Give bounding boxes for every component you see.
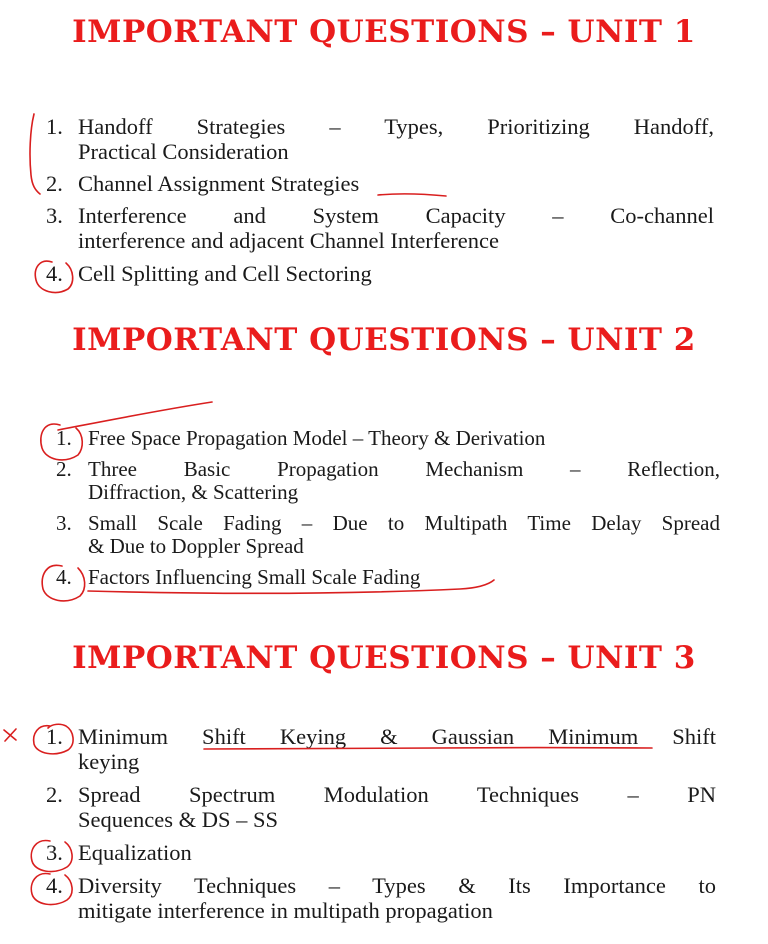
item-text-line-2: & Due to Doppler Spread xyxy=(88,534,304,558)
unit-1-heading: IMPORTANT QUESTIONS – UNIT 1 xyxy=(72,14,696,50)
item-text-line-1: Three Basic Propagation Mechanism – Reflection, xyxy=(88,457,720,481)
item-number: 3. xyxy=(56,511,72,535)
item-text-line-1: Handoff Strategies – Types, Prioritizing Handoff, xyxy=(78,114,714,139)
cross-mark xyxy=(4,729,16,741)
item-text-line-2: Practical Consideration xyxy=(78,139,289,164)
item-text-line-1: Cell Splitting and Cell Sectoring xyxy=(78,261,372,286)
item-text-line-1: Factors Influencing Small Scale Fading xyxy=(88,565,421,589)
unit-2-heading: IMPORTANT QUESTIONS – UNIT 2 xyxy=(72,322,696,358)
item-text-line-2: keying xyxy=(78,749,140,774)
item-text-line-1: Small Scale Fading – Due to Multipath Time Delay Spread xyxy=(88,511,720,535)
item-text-line-2: mitigate interference in multipath propagation xyxy=(78,898,493,923)
item-number: 1. xyxy=(46,114,63,139)
item-number: 1. xyxy=(56,426,72,450)
unit-3-heading: IMPORTANT QUESTIONS – UNIT 3 xyxy=(72,640,696,676)
item-number: 2. xyxy=(46,782,63,807)
item-number: 3. xyxy=(46,203,63,228)
item-text-line-1: Free Space Propagation Model – Theory & Derivation xyxy=(88,426,546,450)
item-text-line-1: Spread Spectrum Modulation Techniques – PN xyxy=(78,782,716,807)
item-text-line-2: interference and adjacent Channel Interference xyxy=(78,228,499,253)
item-number: 2. xyxy=(56,457,72,481)
item-text-line-1: Interference and System Capacity – Co-channel xyxy=(78,203,714,228)
item-text-line-1: Diversity Techniques – Types & Its Importance to xyxy=(78,873,716,898)
item-number: 4. xyxy=(46,261,63,286)
item-text-line-2: Sequences & DS – SS xyxy=(78,807,279,832)
item-text-line-2: Diffraction, & Scattering xyxy=(88,480,299,504)
item-text-line-1: Equalization xyxy=(78,840,192,865)
bracket-mark xyxy=(30,114,40,194)
item-number: 4. xyxy=(46,873,63,898)
item-number: 3. xyxy=(46,840,63,865)
item-number: 4. xyxy=(56,565,72,589)
item-text-line-1: Channel Assignment Strategies xyxy=(78,171,360,196)
item-number: 2. xyxy=(46,171,63,196)
item-number: 1. xyxy=(46,724,63,749)
item-text-line-1: Minimum Shift Keying & Gaussian Minimum Shift xyxy=(78,724,716,749)
